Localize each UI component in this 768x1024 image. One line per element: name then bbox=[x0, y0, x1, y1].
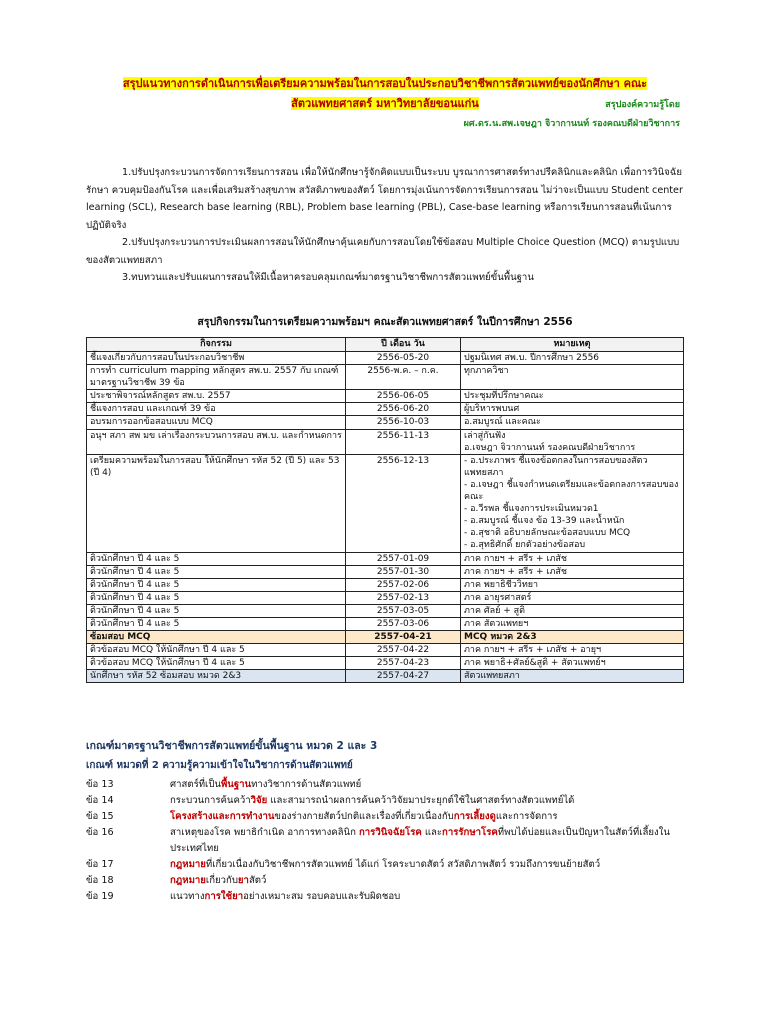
criteria-text-part: กระบวนการค้นคว้า bbox=[170, 795, 251, 806]
table-row bbox=[87, 390, 684, 403]
criteria-text bbox=[170, 889, 686, 905]
criteria-text-part: และ bbox=[421, 827, 443, 838]
table-row bbox=[87, 591, 684, 604]
cell-activity: ประชาพิจารณ์หลักสูตร สพ.บ. 2557 bbox=[87, 390, 346, 403]
cell-note: ภาค ศัลย์ + สูติ bbox=[461, 604, 684, 617]
table-header-row bbox=[87, 338, 684, 352]
criteria-number: ข้อ 19 bbox=[86, 891, 114, 902]
table-row bbox=[87, 416, 684, 429]
criteria-text bbox=[170, 857, 686, 873]
criteria-text-part: ทางวิชาการด้านสัตวแพทย์ bbox=[251, 779, 362, 790]
table-row bbox=[87, 578, 684, 591]
cell-note: ทุกภาควิชา bbox=[461, 365, 684, 390]
cell-date: 2557-03-06 bbox=[346, 617, 461, 630]
cell-note: ภาค อายุรศาสตร์ bbox=[461, 591, 684, 604]
cell-activity: การทำ curriculum mapping หลักสูตร สพ.บ. 2557 กับ เกณฑ์มาตรฐานวิชาชีพ 39 ข้อ bbox=[87, 365, 346, 390]
intro-paragraph-2: 2.ปรับปรุงกระบวนการประเมินผลการสอนให้นักศึกษาคุ้นเคยกับการสอบโดยใช้ข้อสอบ Multiple Choice Question (MCQ) ตามรูปแบบของสัตวแพทยสภา bbox=[86, 237, 680, 266]
cell-date: 2556-พ.ค. – ก.ค. bbox=[346, 365, 461, 390]
criteria-text bbox=[170, 777, 686, 793]
criteria-subtitle: เกณฑ์ หมวดที่ 2 ความรู้ความเข้าใจในวิชาการด้านสัตวแพทย์ bbox=[86, 760, 353, 771]
cell-note: ภาค พยาธิชีววิทยา bbox=[461, 578, 684, 591]
author-signature bbox=[464, 96, 680, 134]
table-row bbox=[87, 552, 684, 565]
criteria-text-part: และสามารถนำผลการค้นคว้าวิจัยมาประยุกต์ใช้ในศาสตร์ทางสัตวแพทย์ได้ bbox=[267, 795, 575, 806]
criteria-number: ข้อ 17 bbox=[86, 859, 114, 870]
criteria-keyword: ยา bbox=[237, 875, 249, 886]
cell-date: 2557-04-22 bbox=[346, 644, 461, 657]
cell-activity: อนุฯ สภา สพ มข เล่าเรื่องกระบวนการสอบ สพ.บ. และกำหนดการ bbox=[87, 429, 346, 454]
criteria-list bbox=[86, 777, 686, 905]
cell-note: ภาค สัตวแพทยฯ bbox=[461, 617, 684, 630]
cell-activity: ซ้อมสอบ MCQ bbox=[87, 631, 346, 644]
cell-activity: ติวข้อสอบ MCQ ให้นักศึกษา ปี 4 และ 5 bbox=[87, 644, 346, 657]
intro-paragraph-3: 3.ทบทวนและปรับแผนการสอนให้มีเนื้อหาครอบคลุมเกณฑ์มาตรฐานวิชาชีพการสัตวแพทย์ขั้นพื้นฐาน bbox=[122, 272, 534, 283]
criteria-keyword: การใช้ยา bbox=[204, 891, 244, 902]
title-line-2: สัตวแพทยศาสตร์ มหาวิทยาลัยขอนแก่น bbox=[291, 97, 479, 110]
cell-note: - อ.ประภาพร ชี้แจงข้อตกลงในการสอบของสัตวแพทยสภา - อ.เจษฎา ชี้แจงกำหนดเตรียมและข้อตกลงการสอบของคณะ - อ.วีรพล ชี้แจงการประเมินหมวด1 - อ.สมบูรณ์ ชี้แจง ข้อ 13-39 และน้ำหนัก - อ.สุชาติ อธิบายลักษณะข้อสอบแบบ MCQ - อ.สุทธิศักดิ์ ยกตัวอย่างข้อสอบ bbox=[461, 454, 684, 552]
cell-date: 2557-04-21 bbox=[346, 631, 461, 644]
criteria-number: ข้อ 14 bbox=[86, 795, 114, 806]
cell-activity: ติวนักศึกษา ปี 4 และ 5 bbox=[87, 578, 346, 591]
cell-date: 2557-04-23 bbox=[346, 657, 461, 670]
criteria-item bbox=[86, 777, 686, 793]
cell-date: 2556-12-13 bbox=[346, 454, 461, 552]
cell-date: 2557-02-06 bbox=[346, 578, 461, 591]
cell-note: ปฐมนิเทศ สพ.บ. ปีการศึกษา 2556 bbox=[461, 352, 684, 365]
cell-date: 2557-03-05 bbox=[346, 604, 461, 617]
header-date: ปี เดือน วัน bbox=[346, 338, 461, 352]
sign-line-1: สรุปองค์ความรู้โดย bbox=[605, 100, 680, 110]
criteria-keyword: พื้นฐาน bbox=[220, 779, 252, 790]
cell-activity: ชี้แจงเกี่ยวกับการสอบในประกอบวิชาชีพ bbox=[87, 352, 346, 365]
criteria-keyword: วิจัย bbox=[250, 795, 268, 806]
criteria-number: ข้อ 13 bbox=[86, 779, 114, 790]
table-row bbox=[87, 454, 684, 552]
criteria-keyword: กฎหมาย bbox=[170, 875, 206, 886]
cell-date: 2557-01-09 bbox=[346, 552, 461, 565]
criteria-text-part: อย่างเหมาะสม รอบคอบและรับผิดชอบ bbox=[243, 891, 401, 902]
sign-line-2: ผศ.ดร.น.สพ.เจษฎา จิวากานนท์ รองคณบดีฝ่ายวิชาการ bbox=[463, 119, 680, 129]
cell-note: เล่าสู่กันฟัง อ.เจษฎา จิวากานนท์ รองคณบดีฝ่ายวิชาการ bbox=[461, 429, 684, 454]
cell-activity: ติวข้อสอบ MCQ ให้นักศึกษา ปี 4 และ 5 bbox=[87, 657, 346, 670]
cell-note: ประชุมที่ปรึกษาคณะ bbox=[461, 390, 684, 403]
table-row bbox=[87, 352, 684, 365]
criteria-text bbox=[170, 793, 686, 809]
table-row bbox=[87, 403, 684, 416]
criteria-text-part: เกี่ยวกับ bbox=[205, 875, 238, 886]
criteria-item bbox=[86, 825, 686, 857]
cell-activity: ติวนักศึกษา ปี 4 และ 5 bbox=[87, 565, 346, 578]
table-row bbox=[87, 604, 684, 617]
criteria-number: ข้อ 16 bbox=[86, 827, 114, 838]
criteria-text-part: ที่พบได้บ่อยและเป็นปัญหาในสัตว์ที่เลี้ยงในประเทศไทย bbox=[170, 827, 670, 854]
table-row bbox=[87, 365, 684, 390]
cell-date: 2556-05-20 bbox=[346, 352, 461, 365]
criteria-keyword: การรักษาโรค bbox=[442, 827, 498, 838]
cell-date: 2557-01-30 bbox=[346, 565, 461, 578]
table-row bbox=[87, 631, 684, 644]
cell-note: ภาค กายฯ + สรีร + เภสัช bbox=[461, 552, 684, 565]
table-title: สรุปกิจกรรมในการเตรียมความพร้อมฯ คณะสัตวแพทยศาสตร์ ในปีการศึกษา 2556 bbox=[197, 316, 573, 328]
cell-note: อ.สมบูรณ์ และคณะ bbox=[461, 416, 684, 429]
table-row bbox=[87, 644, 684, 657]
cell-note: ภาค กายฯ + สรีร + เภสัช bbox=[461, 565, 684, 578]
table-row bbox=[87, 617, 684, 630]
cell-date: 2556-06-20 bbox=[346, 403, 461, 416]
header-note: หมายเหตุ bbox=[461, 338, 684, 352]
criteria-text bbox=[170, 809, 686, 825]
criteria-item bbox=[86, 857, 686, 873]
criteria-keyword: กฎหมาย bbox=[170, 859, 206, 870]
title-line-1: สรุปแนวทางการดำเนินการเพื่อเตรียมความพร้อมในการสอบในประกอบวิชาชีพการสัตวแพทย์ของนักศึกษา คณะ bbox=[122, 77, 648, 90]
cell-activity: ติวนักศึกษา ปี 4 และ 5 bbox=[87, 591, 346, 604]
criteria-number: ข้อ 15 bbox=[86, 811, 114, 822]
cell-note: ผู้บริหารพบนศ bbox=[461, 403, 684, 416]
criteria-text-part: ศาสตร์ที่เป็น bbox=[170, 779, 221, 790]
criteria-text-part: และการจัดการ bbox=[495, 811, 558, 822]
cell-activity: อบรมการออกข้อสอบแบบ MCQ bbox=[87, 416, 346, 429]
cell-date: 2557-04-27 bbox=[346, 670, 461, 683]
criteria-text-part: สาเหตุของโรค พยาธิกำเนิด อาการทางคลินิก bbox=[170, 827, 359, 838]
criteria-item bbox=[86, 889, 686, 905]
cell-note: MCQ หมวด 2&3 bbox=[461, 631, 684, 644]
criteria-keyword: โครงสร้างและการทำงาน bbox=[170, 811, 275, 822]
criteria-item bbox=[86, 873, 686, 889]
table-body bbox=[87, 352, 684, 683]
cell-date: 2556-06-05 bbox=[346, 390, 461, 403]
intro-section bbox=[86, 164, 684, 287]
criteria-text-part: ของร่างกายสัตว์ปกติและเรื่องที่เกี่ยวเนื่องกับ bbox=[274, 811, 454, 822]
criteria-text-part: แนวทาง bbox=[170, 891, 205, 902]
cell-note: ภาค กายฯ + สรีร + เภสัช + อายุฯ bbox=[461, 644, 684, 657]
table-row bbox=[87, 657, 684, 670]
criteria-text-part: สัตว์ bbox=[248, 875, 267, 886]
criteria-text-part: ที่เกี่ยวเนื่องกับวิชาชีพการสัตวแพทย์ ได้แก่ โรคระบาดสัตว์ สวัสดิภาพสัตว์ รวมถึงการขนย้ายสัตว์ bbox=[205, 859, 601, 870]
activity-table bbox=[86, 337, 684, 683]
header-activity: กิจกรรม bbox=[87, 338, 346, 352]
cell-activity: ติวนักศึกษา ปี 4 และ 5 bbox=[87, 604, 346, 617]
table-row bbox=[87, 670, 684, 683]
cell-activity: ติวนักศึกษา ปี 4 และ 5 bbox=[87, 552, 346, 565]
cell-date: 2556-11-13 bbox=[346, 429, 461, 454]
cell-note: ภาค พยาธิ+ศัลย์&สูติ + สัตวแพทย์ฯ bbox=[461, 657, 684, 670]
cell-activity: เตรียมความพร้อมในการสอบ ให้นักศึกษา รหัส 52 (ปี 5) และ 53 (ปี 4) bbox=[87, 454, 346, 552]
criteria-item bbox=[86, 809, 686, 825]
cell-date: 2556-10-03 bbox=[346, 416, 461, 429]
criteria-keyword: การเลี้ยงดู bbox=[453, 811, 496, 822]
criteria-text bbox=[170, 825, 686, 857]
cell-activity: ชี้แจงการสอบ และเกณฑ์ 39 ข้อ bbox=[87, 403, 346, 416]
criteria-text bbox=[170, 873, 686, 889]
cell-activity: นักศึกษา รหัส 52 ซ้อมสอบ หมวด 2&3 bbox=[87, 670, 346, 683]
criteria-keyword: การวินิจฉัยโรค bbox=[358, 827, 422, 838]
cell-note: สัตวแพทยสภา bbox=[461, 670, 684, 683]
cell-activity: ติวนักศึกษา ปี 4 และ 5 bbox=[87, 617, 346, 630]
cell-date: 2557-02-13 bbox=[346, 591, 461, 604]
criteria-item bbox=[86, 793, 686, 809]
criteria-title: เกณฑ์มาตรฐานวิชาชีพการสัตวแพทย์ขั้นพื้นฐาน หมวด 2 และ 3 bbox=[86, 740, 378, 752]
table-row bbox=[87, 565, 684, 578]
intro-paragraph-1: 1.ปรับปรุงกระบวนการจัดการเรียนการสอน เพื่อให้นักศึกษารู้จักคิดแบบเป็นระบบ บูรณาการศาสตร์ทางปรีคลินิกและคลินิก เพื่อการวินิจฉัย รักษา ควบคุมป้องกันโรค และเพื่อเสริมสร้างสุขภาพ สวัสดิภาพของสัตว์ โดยการมุ่งเน้นการจัดการเรียนการสอน ไม่ว่าจะเป็นแบบ Student center learning (SCL), Research base learning (RBL), Problem base learning (PBL), Case-base learning หรือการเรียนการสอนที่เน้นการปฏิบัติจริง bbox=[86, 167, 683, 231]
criteria-number: ข้อ 18 bbox=[86, 875, 114, 886]
table-row bbox=[87, 429, 684, 454]
